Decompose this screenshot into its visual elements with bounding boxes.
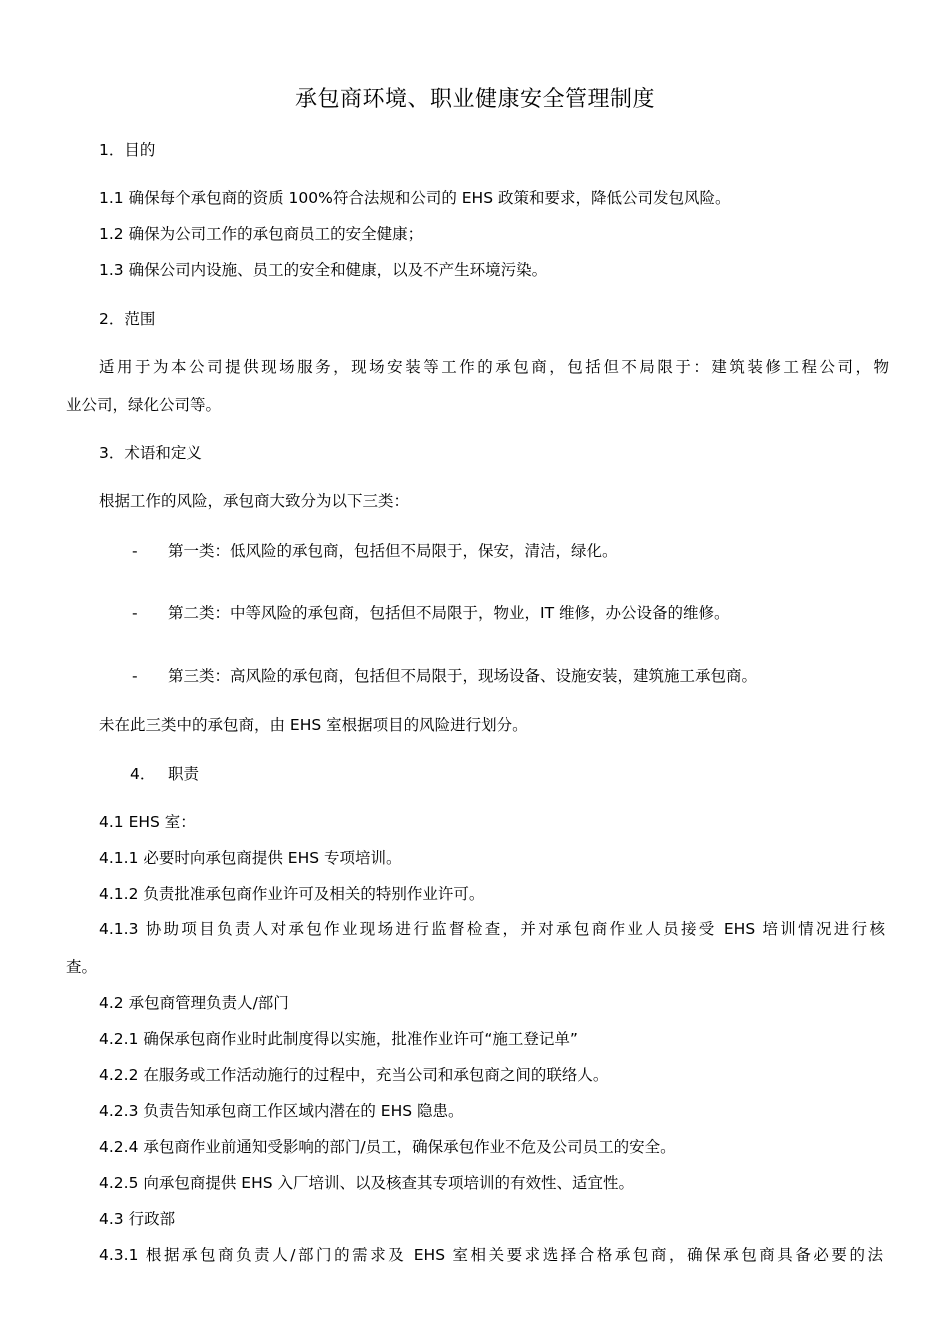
section-2-heading: 2．范围	[99, 310, 156, 328]
section-4-2-3: 4.2.3 负责告知承包商工作区域内潜在的 EHS 隐患。	[99, 1102, 464, 1120]
section-4-2-1: 4.2.1 确保承包商作业时此制度得以实施，批准作业许可“施工登记单”	[99, 1030, 578, 1048]
section-4-number: 4．	[130, 765, 156, 783]
section-4-2-5: 4.2.5 向承包商提供 EHS 入厂培训、以及核查其专项培训的有效性、适宜性。	[99, 1174, 635, 1192]
section-4-2-2: 4.2.2 在服务或工作活动施行的过程中，充当公司和承包商之间的联络人。	[99, 1066, 609, 1084]
section-3-heading: 3．术语和定义	[99, 444, 202, 462]
section-4-3-1-line1: 4.3.1 根据承包商负责人/部门的需求及 EHS 室相关要求选择合格承包商，确保承包商具备必要的法	[99, 1246, 883, 1264]
section-4-1-2: 4.1.2 负责批准承包商作业许可及相关的特别作业许可。	[99, 885, 485, 903]
bullet-marker: -	[132, 542, 138, 560]
bullet-marker: -	[132, 667, 138, 685]
section-3-bullet-3: 第三类：高风险的承包商，包括但不局限于，现场设备、设施安装，建筑施工承包商。	[168, 667, 758, 685]
section-1-heading: 1．目的	[99, 141, 156, 159]
bullet-marker: -	[132, 604, 138, 622]
section-1-2: 1.2 确保为公司工作的承包商员工的安全健康；	[99, 225, 424, 243]
section-4-2-heading: 4.2 承包商管理负责人/部门	[99, 994, 289, 1012]
section-4-heading: 职责	[168, 765, 200, 783]
section-4-2-4: 4.2.4 承包商作业前通知受影响的部门/员工，确保承包作业不危及公司员工的安全。	[99, 1138, 676, 1156]
section-4-3-heading: 4.3 行政部	[99, 1210, 176, 1228]
section-4-1-heading: 4.1 EHS 室：	[99, 813, 196, 831]
section-1-1: 1.1 确保每个承包商的资质 100%符合法规和公司的 EHS 政策和要求，降低公司发包风险。	[99, 189, 731, 207]
document-title: 承包商环境、职业健康安全管理制度	[294, 87, 655, 112]
section-3-intro: 根据工作的风险，承包商大致分为以下三类：	[99, 492, 410, 510]
section-3-bullet-2: 第二类：中等风险的承包商，包括但不局限于，物业，IT 维修，办公设备的维修。	[168, 604, 730, 622]
section-2-text-line2: 业公司，绿化公司等。	[66, 396, 222, 414]
section-2-text-line1: 适用于为本公司提供现场服务，现场安装等工作的承包商，包括但不局限于：建筑装修工程公司，物	[99, 358, 889, 376]
section-3-outro: 未在此三类中的承包商，由 EHS 室根据项目的风险进行划分。	[99, 716, 528, 734]
section-4-1-1: 4.1.1 必要时向承包商提供 EHS 专项培训。	[99, 849, 402, 867]
section-4-1-3-line2: 查。	[66, 958, 98, 976]
section-4-1-3-line1: 4.1.3 协助项目负责人对承包作业现场进行监督检查，并对承包商作业人员接受 EHS 培训情况进行核	[99, 920, 885, 938]
section-3-bullet-1: 第一类：低风险的承包商，包括但不局限于，保安，清洁，绿化。	[168, 542, 618, 560]
section-1-3: 1.3 确保公司内设施、员工的安全和健康，以及不产生环境污染。	[99, 261, 548, 279]
